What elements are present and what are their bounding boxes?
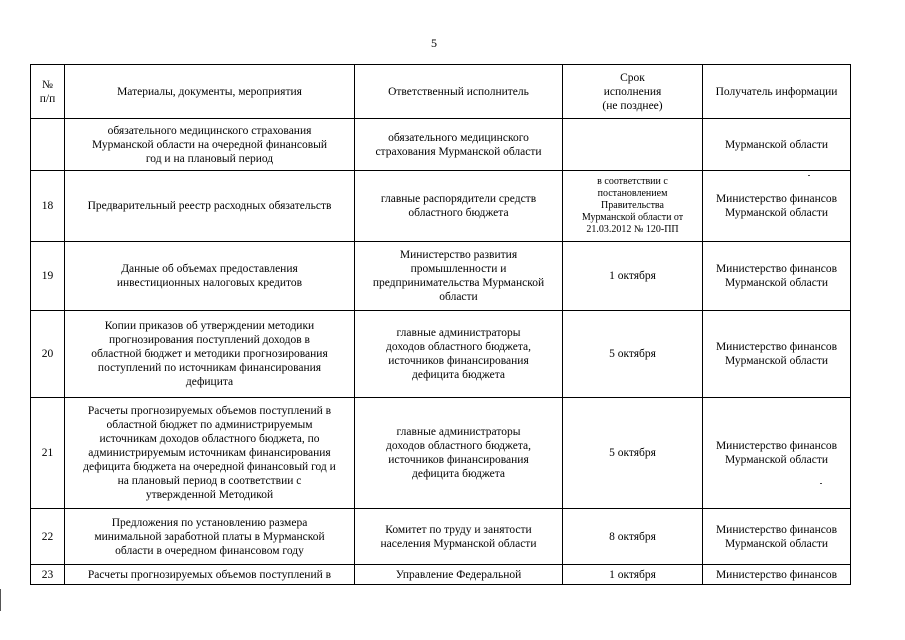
scan-edge-mark xyxy=(0,589,1,611)
cell-line: предпринимательства Мурманской xyxy=(372,277,545,289)
cell-line: доходов областного бюджета, xyxy=(386,440,531,452)
cell-line: населения Мурманской области xyxy=(380,537,537,550)
cell-line: прогнозирования поступлений доходов в xyxy=(109,334,310,346)
table-row xyxy=(31,119,851,171)
table-row xyxy=(31,398,851,509)
cell-line: Министерство финансов xyxy=(715,263,838,275)
cell-responsible xyxy=(355,509,563,565)
cell-responsible xyxy=(355,171,563,242)
cell-deadline xyxy=(563,242,703,311)
cell-line: Предварительный реестр расходных обязательств xyxy=(87,200,332,212)
cell-deadline xyxy=(563,509,703,565)
cell-no: 21 xyxy=(31,398,65,509)
header-materials: Материалы, документы, мероприятия xyxy=(65,65,355,119)
cell-recipient xyxy=(703,565,851,585)
cell-line: постановлением xyxy=(597,188,668,199)
cell-no: 22 xyxy=(31,509,65,565)
cell-line: минимальной заработной платы в Мурманской xyxy=(94,530,325,543)
cell-deadline xyxy=(563,171,703,242)
table-row xyxy=(31,311,851,398)
cell-line: областной бюджет по администрируемым xyxy=(106,419,313,431)
scan-speck xyxy=(808,175,810,176)
cell-line: 8 октября xyxy=(609,530,656,543)
cell-line: Расчеты прогнозируемых объемов поступлений в xyxy=(87,568,332,581)
cell-line: 5 октября xyxy=(609,447,656,459)
cell-line: Министерство финансов xyxy=(715,341,838,353)
cell-line: Управление Федеральной xyxy=(395,568,522,581)
cell-line: дефицита бюджета на очередной финансовый год и xyxy=(83,461,336,473)
cell-line: областной бюджет и методики прогнозирования xyxy=(91,348,328,360)
cell-line: страхования Мурманской области xyxy=(375,145,542,158)
cell-no: 19 xyxy=(31,242,65,311)
table-row xyxy=(31,565,851,585)
cell-line: утвержденной Методикой xyxy=(145,489,274,501)
cell-deadline xyxy=(563,311,703,398)
cell-line: инвестиционных налоговых кредитов xyxy=(116,277,303,289)
cell-line: Мурманской области xyxy=(724,454,829,466)
cell-line: дефицита бюджета xyxy=(411,468,506,480)
cell-line: Расчеты прогнозируемых объемов поступлений в xyxy=(87,405,332,417)
cell-deadline xyxy=(563,119,703,171)
table-row xyxy=(31,509,851,565)
cell-line: Правительства xyxy=(601,200,664,211)
cell-responsible xyxy=(355,119,563,171)
cell-line: поступлений по источникам финансирования xyxy=(97,362,322,374)
cell-responsible xyxy=(355,242,563,311)
cell-line: Министерство развития xyxy=(399,249,518,261)
table-row xyxy=(31,171,851,242)
header-responsible: Ответственный исполнитель xyxy=(355,65,563,119)
cell-line: дефицита бюджета xyxy=(411,369,506,381)
table-row xyxy=(31,242,851,311)
cell-line: промышленности и xyxy=(410,263,507,275)
cell-materials xyxy=(65,565,355,585)
cell-line: области xyxy=(439,291,478,303)
cell-line: Комитет по труду и занятости xyxy=(385,523,532,536)
cell-line: области в очередном финансовом году xyxy=(115,544,304,557)
cell-recipient xyxy=(703,242,851,311)
cell-materials xyxy=(65,311,355,398)
cell-responsible xyxy=(355,565,563,585)
cell-recipient xyxy=(703,311,851,398)
cell-no: 20 xyxy=(31,311,65,398)
cell-recipient xyxy=(703,398,851,509)
cell-recipient xyxy=(703,509,851,565)
cell-line: Мурманской области xyxy=(724,277,829,289)
cell-materials xyxy=(65,171,355,242)
cell-no: 23 xyxy=(31,565,65,585)
cell-line: Данные об объемах предоставления xyxy=(121,263,298,275)
header-no: № п/п xyxy=(31,65,65,119)
cell-line: Министерство финансов xyxy=(715,523,838,536)
header-deadline: Срок исполнения (не позднее) xyxy=(563,65,703,119)
cell-line: администрируемым источникам финансирования xyxy=(88,447,331,459)
cell-line: главные администраторы xyxy=(396,426,521,438)
cell-line: Мурманской области xyxy=(724,537,829,550)
cell-responsible xyxy=(355,398,563,509)
plan-table xyxy=(30,64,851,585)
cell-recipient xyxy=(703,171,851,242)
plan-table-body xyxy=(31,65,851,585)
cell-line: обязательного медицинского страхования xyxy=(107,124,312,137)
cell-line: источников финансирования xyxy=(388,355,529,367)
cell-no: 18 xyxy=(31,171,65,242)
cell-no xyxy=(31,119,65,171)
cell-line: Министерство финансов xyxy=(715,440,838,452)
cell-line: главные администраторы xyxy=(396,327,521,339)
cell-line: обязательного медицинского xyxy=(388,131,529,144)
page-number: 5 xyxy=(431,36,437,50)
cell-line: в соответствии с xyxy=(597,176,668,187)
cell-deadline xyxy=(563,565,703,585)
cell-materials xyxy=(65,119,355,171)
cell-deadline xyxy=(563,398,703,509)
cell-line: 5 октября xyxy=(609,348,656,360)
cell-line: источникам доходов областного бюджета, по xyxy=(99,433,320,445)
cell-line: областного бюджета xyxy=(408,207,509,219)
cell-materials xyxy=(65,509,355,565)
cell-line: 21.03.2012 № 120-ПП xyxy=(586,224,679,235)
cell-line: Копии приказов об утверждении методики xyxy=(104,320,315,332)
cell-line: год и на плановый период xyxy=(145,152,274,165)
cell-materials xyxy=(65,398,355,509)
cell-line: Мурманской области от xyxy=(581,212,684,223)
cell-materials xyxy=(65,242,355,311)
cell-line: на плановый период в соответствии с xyxy=(117,475,302,487)
cell-line: 1 октября xyxy=(609,270,656,282)
cell-line: доходов областного бюджета, xyxy=(386,341,531,353)
cell-line: Мурманской области xyxy=(724,355,829,367)
cell-line: Мурманской области xyxy=(724,207,829,219)
header-row xyxy=(31,65,851,119)
scan-speck xyxy=(820,483,822,484)
cell-line: Министерство финансов xyxy=(715,193,838,205)
header-recipient: Получатель информации xyxy=(703,65,851,119)
cell-responsible xyxy=(355,311,563,398)
cell-line: источников финансирования xyxy=(388,454,529,466)
cell-line: Предложения по установлению размера xyxy=(111,516,308,529)
cell-line: Мурманской области на очередной финансовый xyxy=(91,138,328,151)
cell-line: главные распорядители средств xyxy=(380,193,537,205)
cell-line: 1 октября xyxy=(609,568,656,581)
cell-recipient xyxy=(703,119,851,171)
cell-line: Министерство финансов xyxy=(715,568,838,581)
cell-line: Мурманской области xyxy=(724,138,829,151)
cell-line: дефицита xyxy=(185,376,234,388)
